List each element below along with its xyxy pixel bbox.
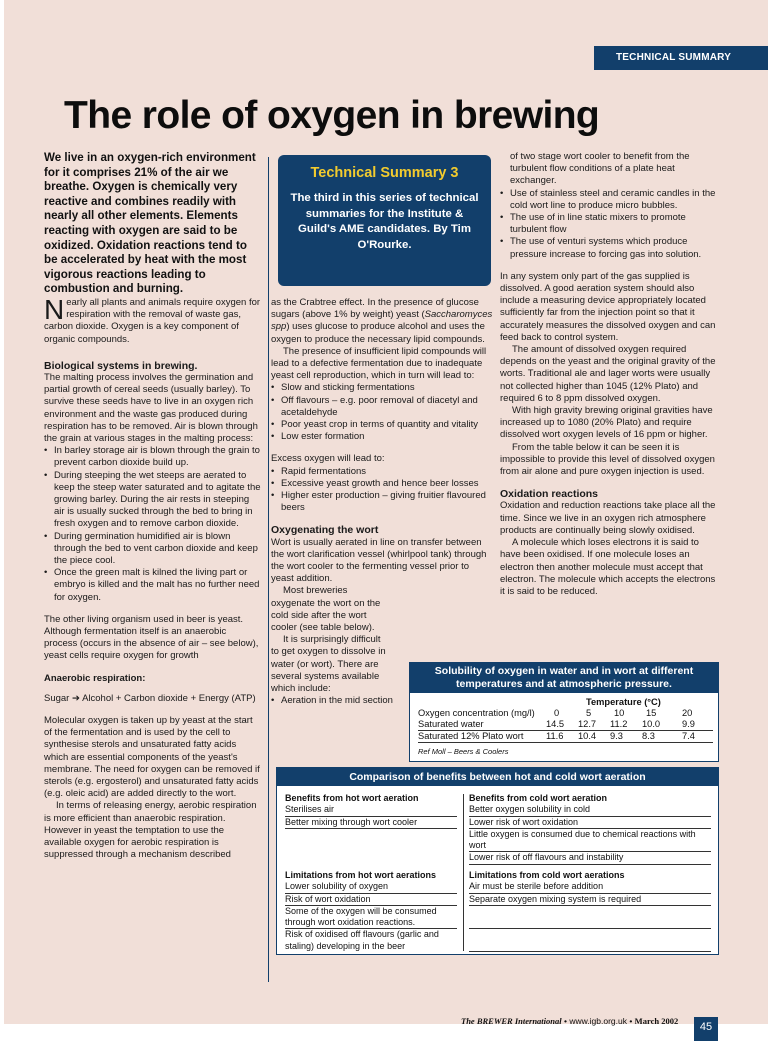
species-name: Saccharomyces spp	[271, 309, 493, 333]
insufficient-lipid-list	[271, 382, 493, 443]
heading-oxidation-reactions: Oxidation reactions	[500, 488, 599, 501]
table-cell: Air must be sterile before addition	[469, 881, 711, 893]
page-footer	[461, 1016, 678, 1026]
list-item: • Off flavours – e.g. poor removal of diacetyl and acetaldehyde	[271, 395, 493, 419]
paragraph-yeast: The other living organism used in beer is yeast. Although fermentation itself is an anaerobic process (occurs in the absence of air – see below), yeast cells require oxygen for growth	[44, 613, 259, 662]
paragraph-lipid: The presence of insufficient lipid compounds will lead to a defective fermentation due to inadequate yeast cell reproduction, which in turn will lead to:	[271, 345, 487, 382]
intro-paragraph: We live in an oxygen-rich environment for it comprises 21% of the air we breathe. Oxygen is chemically very reactive and combines readily with nearly all other elements. Elements reacting with oxygen are said to be oxidized. Oxidation reactions tend to be accelerated by heat with the most vigorous reactions leading to combustion and burning.	[44, 151, 256, 296]
table-cell: 10	[614, 708, 625, 718]
list-item: • Rapid fermentations	[271, 466, 493, 478]
column-1	[44, 151, 262, 861]
text-line: cold side after the wort	[271, 609, 367, 621]
paragraph-wort-aeration: Wort is usually aerated in line on transfer between the wort clarification vessel (whirlpool tank) through the wort cooler to the fermenting vessel prior to yeast addition.	[271, 536, 487, 585]
table-cell: Separate oxygen mixing system is required	[469, 894, 711, 906]
table-cell: 12.7	[578, 719, 597, 729]
hot-limitations-heading: Limitations from hot wort aerations	[285, 870, 437, 880]
table-cell: Some of the oxygen will be consumed through wort oxidation reactions.	[285, 906, 457, 930]
page	[4, 0, 768, 1033]
table-cell: 14.5	[546, 719, 565, 729]
paragraph-malting: The malting process involves the germination and partial growth of cereal seeds (usually barley). To survive these seeds have to live in an oxygen rich environment and the waste gas produced during respiration has to be removed. Air is blown through the grain at various stages in the malting process:	[44, 371, 258, 444]
table-row	[418, 719, 713, 731]
list-item: of two stage wort cooler to benefit from the turbulent flow conditions of a plate heat exchanger.	[510, 151, 690, 187]
solubility-table-title: Solubility of oxygen in water and in wort at different temperatures and at atmospheric pressure.	[410, 663, 718, 693]
drop-cap: N	[44, 293, 65, 325]
heading-oxygenating-wort: Oxygenating the wort	[271, 524, 379, 537]
table-cell-empty	[469, 906, 711, 929]
list-item: • The use of in line static mixers to promote turbulent flow	[500, 212, 722, 236]
list-item: • Use of stainless steel and ceramic candles in the cold wort line to produce micro bubbles.	[500, 188, 722, 212]
table-divider	[463, 794, 464, 951]
table-cell-empty	[469, 929, 711, 952]
table-cell: Better mixing through wort cooler	[285, 817, 457, 829]
paragraph-gas-supplied: In any system only part of the gas supplied is dissolved. A good aeration system should also include a measuring device appropriately located sufficiently far from the injection point so that it accurately measures the dissolved oxygen and can feed back to control system.	[500, 270, 716, 343]
list-item: • During steeping the wet steeps are aerated to keep the steep water saturated and to agitate the growing barley. During the air rests in steeping air is usually sucked through the bed to bring in fresh oxygen and to remove carbon dioxide.	[44, 470, 262, 531]
paragraph-excess-oxygen: Excess oxygen will lead to:	[271, 453, 385, 465]
comparison-table-title: Comparison of benefits between hot and cold wort aeration	[277, 768, 718, 786]
list-item: • Poor yeast crop in terms of quantity and vitality	[271, 419, 493, 431]
hot-limitations-cell	[285, 870, 457, 952]
table-cell: 9.3	[610, 731, 623, 741]
table-row	[418, 731, 713, 743]
text-line: to get oxygen to dissolve in	[271, 646, 386, 658]
table-cell: Oxygen concentration (mg/l)	[418, 708, 535, 718]
heading-anaerobic-respiration: Anaerobic respiration:	[44, 672, 146, 684]
comparison-table	[276, 767, 719, 955]
paragraph-oxidation: Oxidation and reduction reactions take place all the time. Since we live in an oxygen rich atmosphere products are continually being slowly oxidised.	[500, 500, 716, 536]
table-cell: 0	[554, 708, 560, 718]
table-cell: Risk of wort oxidation	[285, 894, 457, 906]
table-cell: Better oxygen solubility in cold	[469, 804, 711, 816]
list-item: • During germination humidified air is blown through the bed to vent carbon dioxide and keep the piece cool.	[44, 531, 262, 568]
page-number: 45	[694, 1017, 718, 1041]
table-cell: 8.3	[642, 731, 655, 741]
table-cell: Lower risk of off flavours and instability	[469, 852, 711, 864]
hot-benefits-heading: Benefits from hot wort aeration	[285, 793, 419, 803]
issue-date: March 2002	[634, 1016, 679, 1026]
cold-benefits-heading: Benefits from cold wort aeration	[469, 793, 608, 803]
paragraph-breweries	[271, 585, 493, 634]
solubility-table	[409, 662, 719, 762]
table-cell: Little oxygen is consumed due to chemical reactions with wort	[469, 829, 711, 853]
table-cell: 10.0	[642, 719, 661, 729]
column-2	[271, 297, 493, 708]
text-line: water (or wort). There are	[271, 658, 379, 670]
table-cell: 9.9	[682, 719, 695, 729]
paragraph-crabtree	[271, 297, 493, 346]
table-cell: 11.6	[546, 731, 564, 741]
text-line: several systems available	[271, 670, 380, 682]
paragraph-dissolved-oxygen: The amount of dissolved oxygen required depends on the yeast and the original gravity of the worts. Traditional ale and lager worts were usually not collected higher than 1045 (12% Plato) and required 6 to 8 ppm dissolved oxygen.	[500, 344, 716, 404]
list-item: • Low ester formation	[271, 431, 493, 443]
list-item: • Higher ester production – giving fruitier flavoured beers	[271, 490, 493, 514]
excess-oxygen-list	[271, 466, 493, 515]
list-item: • Aeration in the mid section	[271, 695, 493, 707]
footer-separator: •	[626, 1016, 635, 1026]
cold-limitations-heading: Limitations from cold wort aerations	[469, 870, 625, 880]
list-item: • The use of venturi systems which produce pressure increase to forcing gas into solution.	[500, 236, 722, 260]
publication-name: The BREWER International	[461, 1016, 562, 1026]
footer-separator: •	[561, 1016, 570, 1026]
table-cell: 5	[586, 708, 592, 718]
paragraph-molecular-oxygen: Molecular oxygen is taken up by yeast at the start of the fermentation and is used by the cell to synthesise sterols and unsaturated fatty acids which are essential components of the yeast's membrane. The need for oxygen can be removed if sterols (e.g. ergosterol) and unsaturated fatty acids (e.g. oleic acid) are added directly to the wort.	[44, 715, 260, 800]
table-cell: Lower risk of wort oxidation	[469, 817, 711, 829]
malting-bullet-list	[44, 445, 262, 604]
technical-summary-box	[278, 155, 491, 286]
table-cell: Saturated 12% Plato wort	[418, 731, 524, 741]
respiration-equation: Sugar ➔ Alcohol + Carbon dioxide + Energy (ATP)	[44, 692, 256, 704]
cold-benefits-cell	[469, 793, 711, 865]
text-line: Most breweries	[283, 585, 348, 597]
list-item: • Once the green malt is kilned the living part or embryo is killed and the malt has no further need for oxygen.	[44, 567, 262, 604]
temperature-header: Temperature (°C)	[586, 697, 661, 707]
text-line: cooler (see table below).	[271, 622, 375, 634]
heading-biological-systems: Biological systems in brewing.	[44, 359, 198, 372]
table-cell: Lower solubility of oxygen	[285, 881, 457, 893]
table-cell: 15	[646, 708, 657, 718]
table-cell: Saturated water	[418, 719, 484, 729]
box-title: Technical Summary 3	[310, 165, 459, 181]
list-item: • Excessive yeast growth and hence beer losses	[271, 478, 493, 490]
publication-url: www.igb.org.uk	[569, 1016, 627, 1026]
paragraph-aerobic: In terms of releasing energy, aerobic respiration is more efficient than anaerobic respiration. However in yeast the temptation to use the available oxygen for aerobic respiration is suppressed through a mechanism described	[44, 800, 257, 861]
table-cell: 20	[682, 708, 693, 718]
list-item: • Slow and sticking fermentations	[271, 382, 493, 394]
column-divider	[268, 157, 269, 982]
cold-limitations-cell	[469, 870, 711, 952]
column-3	[500, 151, 722, 598]
paragraph-nearly-all	[44, 293, 262, 346]
paragraph-high-gravity: With high gravity brewing original gravities have increased up to 1080 (20% Plato) and require dissolved wort oxygen levels of 16 ppm or higher.	[500, 405, 713, 441]
table-cell: 10.4	[578, 731, 597, 741]
text-line: which include:	[271, 683, 331, 695]
table-source: Ref Moll – Beers & Coolers	[418, 747, 509, 756]
hot-benefits-cell	[285, 793, 457, 829]
table-cell: 7.4	[682, 731, 695, 741]
text-line: It is surprisingly difficult	[283, 634, 381, 646]
aeration-systems-list	[500, 151, 722, 261]
table-cell: Sterilises air	[285, 804, 457, 816]
paragraph-text: early all plants and animals require oxygen for respiration with the removal of waste gas, carbon dioxide. Oxygen is a key component of organic compounds.	[44, 296, 261, 345]
paragraph-electrons: A molecule which loses electrons it is said to have been oxidised. If one molecule loses an electron then another molecule must accept that electron. The molecule which accepts the electrons it is said to be reduced.	[500, 537, 716, 597]
table-cell: 11.2	[610, 719, 628, 729]
section-tag: TECHNICAL SUMMARY	[594, 46, 768, 70]
text-line: oxygenate the wort on the	[271, 597, 381, 609]
box-subtitle: The third in this series of technical summaries for the Institute & Guild's AME candidates. By Tim O'Rourke.	[290, 192, 479, 251]
article-title: The role of oxygen in brewing	[64, 94, 600, 137]
table-cell: Risk of oxidised off flavours (garlic and staling) developing in the beer	[285, 929, 439, 951]
text-span: as the Crabtree effect. In the presence of glucose sugars (above 1% by weight) yeast (	[271, 297, 479, 321]
paragraph-table-reference: From the table below it can be seen it is impossible to provide this level of dissolved oxygen from air alone and pure oxygen injection is used.	[500, 441, 715, 478]
text-span: ) uses glucose to produce alcohol and uses the oxygen to produce the necessary lipid compounds.	[271, 321, 485, 345]
list-item: • In barley storage air is blown through the grain to prevent carbon dioxide build up.	[44, 445, 262, 469]
